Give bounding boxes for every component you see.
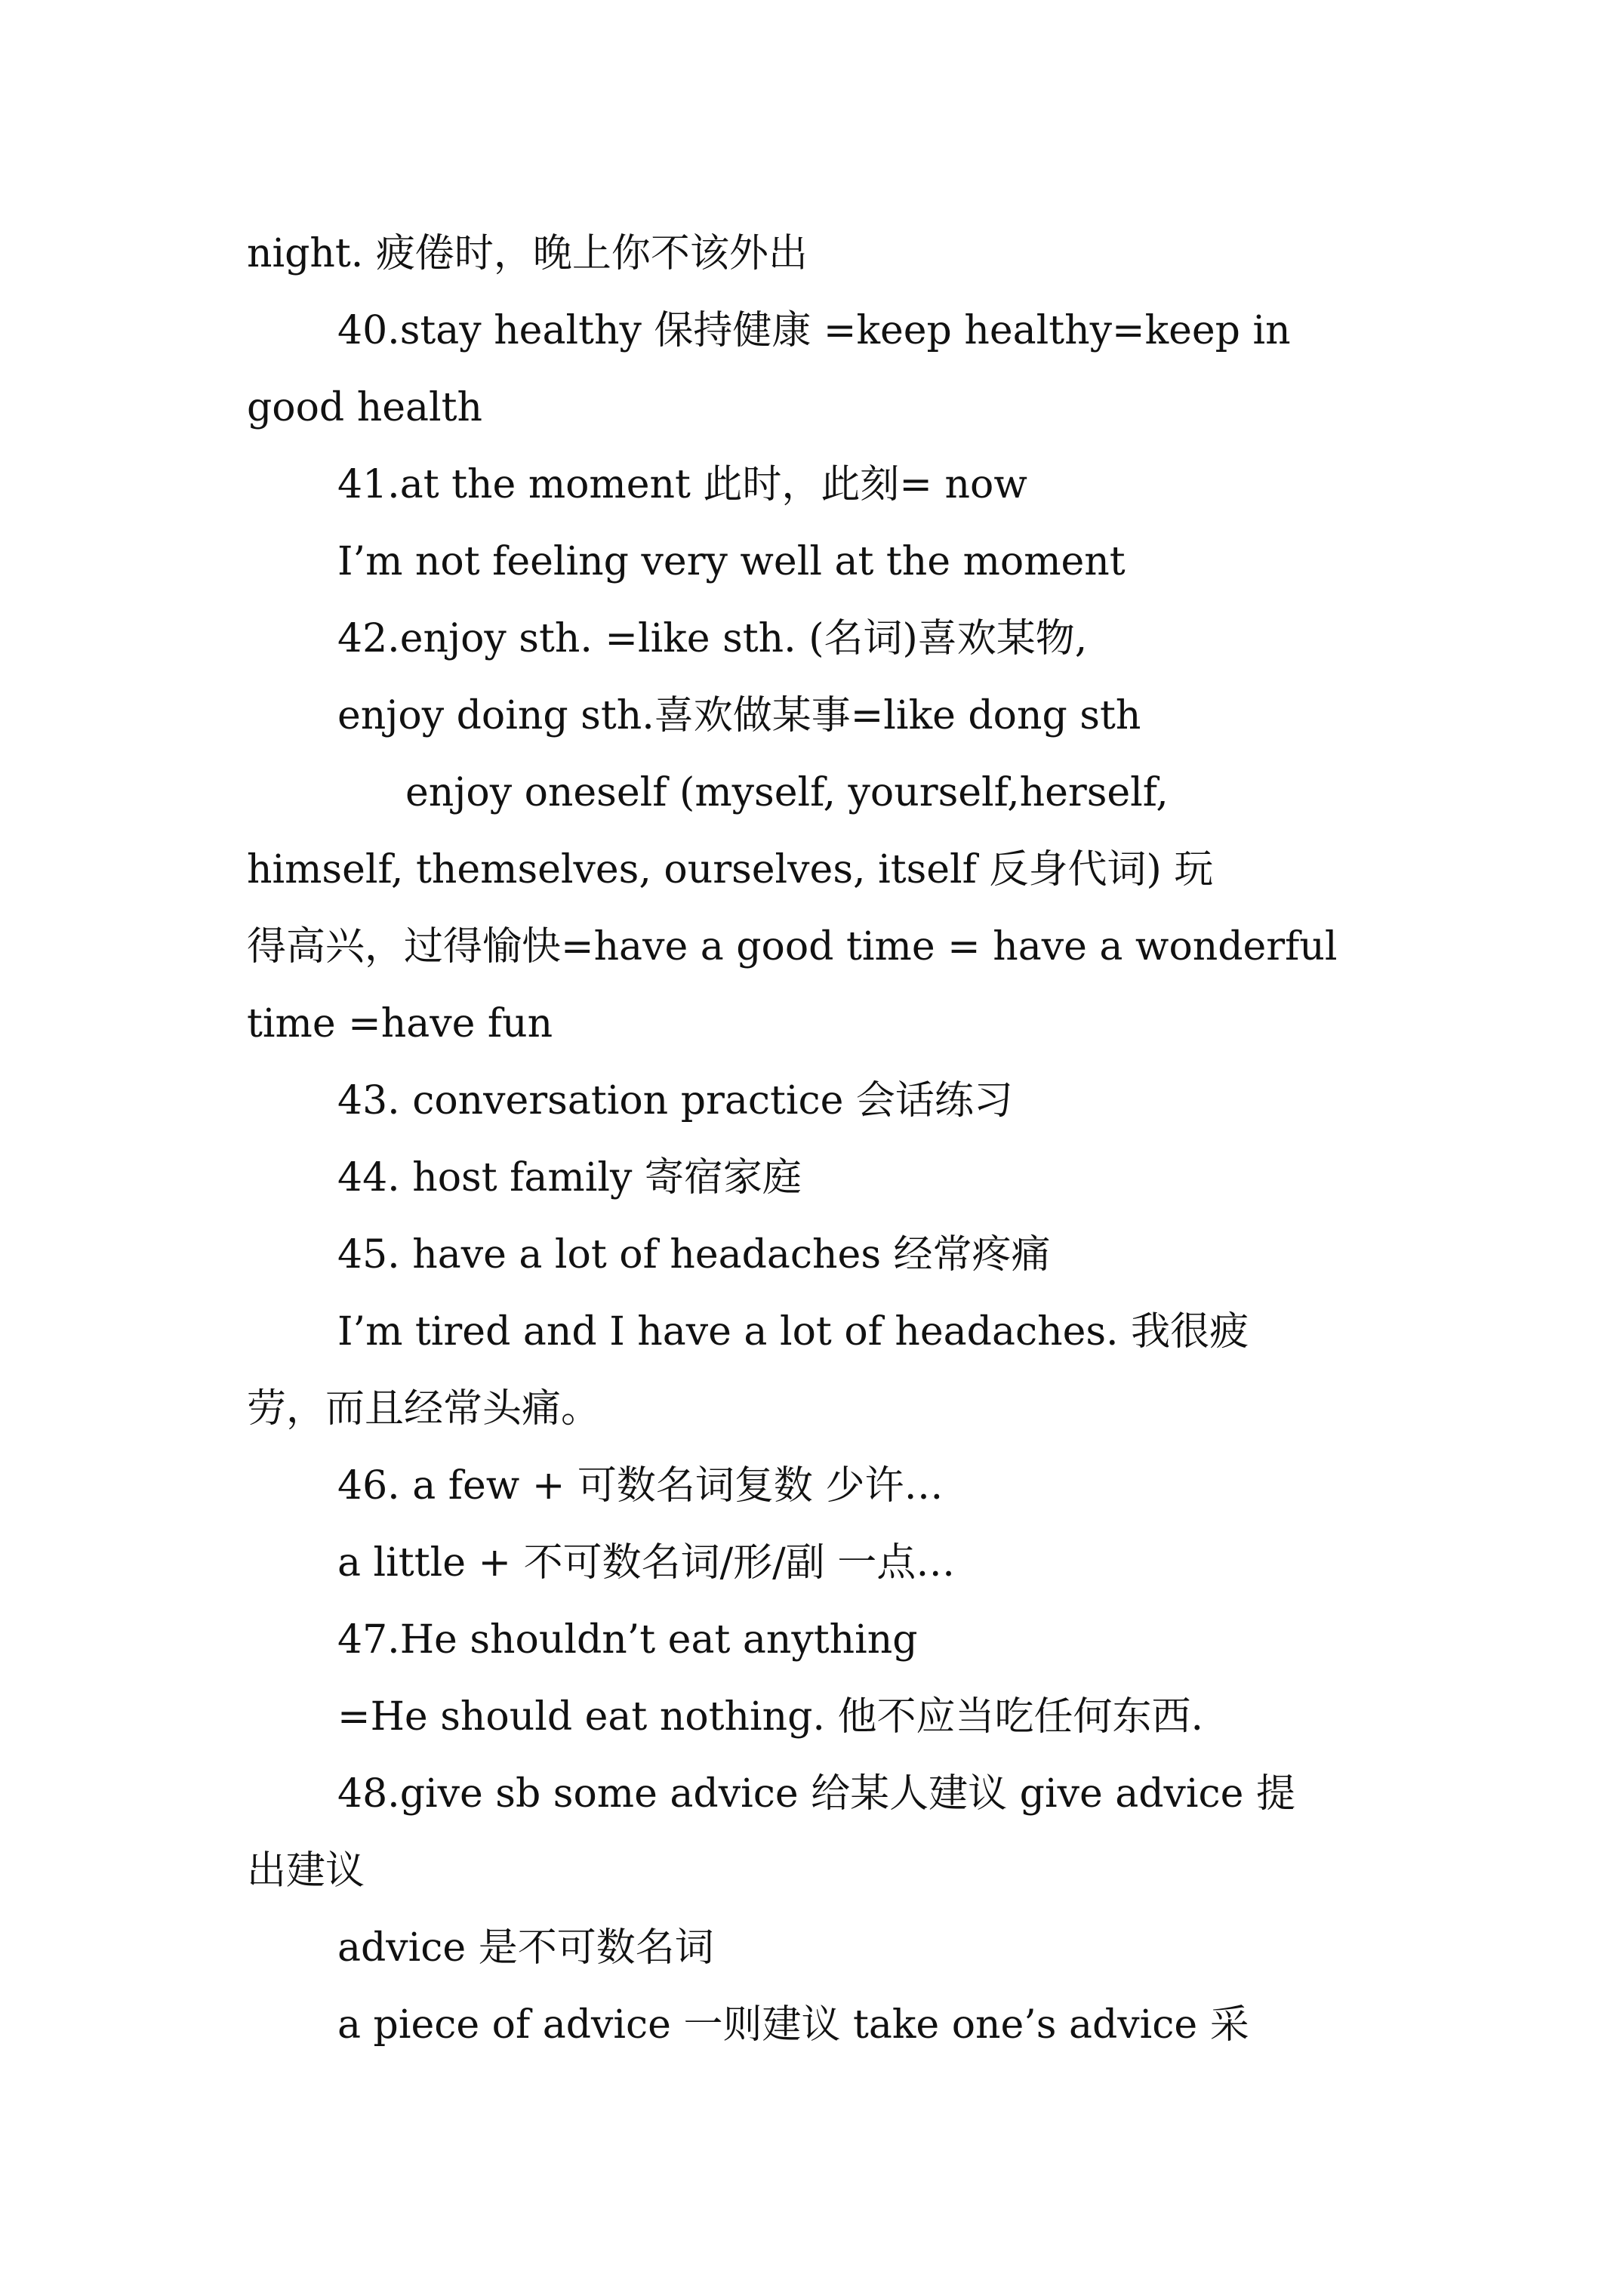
text-line: time =have fun <box>247 1001 553 1046</box>
text-line: 46. a few + 可数名词复数 少许… <box>337 1463 944 1509</box>
text-line: 41.at the moment 此时，此刻= now <box>337 462 1027 507</box>
text-line: enjoy doing sth.喜欢做某事=like dong sth <box>337 693 1141 738</box>
text-line: 42.enjoy sth. =like sth. (名词)喜欢某物, <box>337 616 1088 661</box>
text-line: good health <box>247 385 482 430</box>
text-line: a little + 不可数名词/形/副 一点… <box>337 1540 956 1586</box>
text-line: =He should eat nothing. 他不应当吃任何东西. <box>337 1694 1204 1740</box>
text-line: himself, themselves, ourselves, itself 反身代词) 玩 <box>247 847 1214 892</box>
text-line: enjoy oneself (myself, yourself,herself, <box>405 770 1169 815</box>
text-line: 出建议 <box>247 1848 365 1894</box>
text-line: 40.stay healthy 保持健康 =keep healthy=keep in <box>337 308 1291 353</box>
text-line: 47.He shouldn’t eat anything <box>337 1617 918 1663</box>
text-line: advice 是不可数名词 <box>337 1925 714 1971</box>
document-body <box>247 215 1387 2063</box>
text-line: a piece of advice 一则建议 take one’s advice 采 <box>337 2002 1249 2048</box>
text-line: 43. conversation practice 会话练习 <box>337 1078 1013 1123</box>
text-line: I’m not feeling very well at the moment <box>337 539 1126 584</box>
text-line: 劳，而且经常头痛。 <box>247 1386 601 1432</box>
text-line: 得高兴，过得愉快=have a good time = have a wonderful <box>247 924 1338 969</box>
text-line: 45. have a lot of headaches 经常疼痛 <box>337 1232 1051 1277</box>
text-line: 44. host family 寄宿家庭 <box>337 1155 802 1200</box>
text-line: I’m tired and I have a lot of headaches. 我很疲 <box>337 1309 1249 1354</box>
text-line: night. 疲倦时，晚上你不该外出 <box>247 231 808 276</box>
text-line: 48.give sb some advice 给某人建议 give advice 提 <box>337 1771 1295 1817</box>
